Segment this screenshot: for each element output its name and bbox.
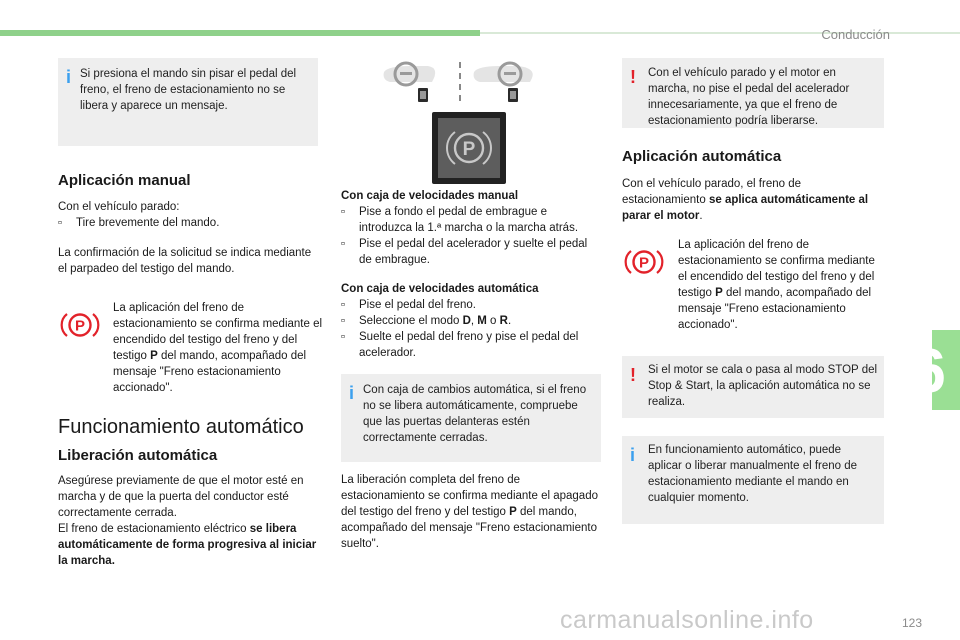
info-box-doors [341, 374, 601, 462]
text-part: o [486, 315, 500, 327]
mode-d: D [462, 315, 471, 327]
step-text: Tire brevemente del mando. [76, 217, 220, 229]
bullet-icon: ▫ [341, 238, 346, 250]
text-part: . [699, 210, 703, 222]
header-accent-bar [0, 30, 480, 36]
letter-p: P [150, 350, 158, 362]
text-part: se libera automáticamente de forma progresiva al iniciar la marcha. [58, 523, 317, 567]
parking-brake-warning-icon [624, 247, 664, 277]
bullet-icon: ▫ [341, 315, 346, 327]
chapter-number: 6 [911, 337, 946, 406]
parking-brake-warning-icon [60, 310, 100, 340]
warning-box-accelerator [622, 58, 884, 128]
parking-brake-button [432, 112, 506, 184]
bullet-icon: ▫ [341, 299, 346, 311]
warning-icon: ! [630, 365, 636, 385]
manual-intro: Con el vehículo parado: [58, 201, 180, 213]
manual-gearbox-steps [339, 204, 601, 268]
text-part: se aplica automáticamente al parar el motor [622, 194, 869, 222]
svg-text:P: P [638, 254, 650, 272]
text-part: Seleccione el modo [359, 315, 463, 327]
pedal-press-illustration [380, 58, 540, 106]
bullet-icon: ▫ [341, 331, 346, 343]
full-release-text [341, 472, 603, 552]
list-item [339, 313, 601, 329]
text-part: La liberación completa del freno de estacionamiento se confirma mediante el apagado del testigo del freno y del testigo [341, 474, 598, 518]
mode-r: R [499, 315, 508, 327]
bullet-icon: ▫ [58, 217, 63, 229]
mode-m: M [477, 315, 487, 327]
watermark: carmanualsonline.info [560, 606, 814, 634]
auto-apply-title: Aplicación automática [622, 148, 782, 165]
letter-p: P [715, 287, 723, 299]
page-number: 123 [901, 616, 922, 630]
bullet-icon: ▫ [341, 206, 346, 218]
letter-p: P [509, 506, 517, 518]
info-box-text: En funcionamiento automático, puede aplicar o liberar manualmente el freno de estacionamiento mediante el mando en cualquier momento. [648, 444, 858, 504]
auto-operation-title: Funcionamiento automático [58, 416, 304, 438]
auto-gearbox-title: Con caja de velocidades automática [341, 283, 539, 295]
text-part: del mando, acompañado del mensaje "Freno estacionamiento accionado". [678, 287, 872, 331]
text-part: del mando, acompañado del mensaje "Freno estacionamiento accionado". [113, 350, 307, 394]
warning-box-text: Si el motor se cala o pasa al modo STOP del Stop & Start, la aplicación automática no se realiza. [648, 364, 878, 408]
text-part: El freno de estacionamiento eléctrico [58, 523, 250, 535]
section-title: Conducción [821, 27, 890, 42]
release-text-2 [58, 521, 320, 569]
info-icon: i [349, 383, 355, 403]
warning-box-text: Con el vehículo parado y el motor en marcha, no pise el pedal del acelerador innecesariamente, ya que el freno de estacionamiento podría liberarse. [648, 67, 850, 127]
release-text-1: Asegúrese previamente de que el motor esté en marcha y de que la puerta del conductor esté correctamente cerrada. [58, 475, 304, 519]
parking-p-icon [446, 126, 492, 170]
step-text: Pise el pedal del freno. [359, 299, 476, 311]
warning-icon: ! [630, 67, 636, 87]
step-text: Pise el pedal del acelerador y suelte el pedal de embrague. [359, 238, 588, 266]
apply-confirm-text [113, 300, 323, 396]
confirm-text: La confirmación de la solicitud se indica mediante el parpadeo del testigo del mando. [58, 247, 312, 275]
info-icon: i [66, 67, 72, 87]
text-part: del mando, acompañado del mensaje "Freno estacionamiento suelto". [341, 506, 597, 550]
text-part: . [507, 315, 512, 327]
list-item [339, 236, 601, 268]
info-icon: i [630, 445, 636, 465]
list-item [56, 215, 318, 231]
step-text: Pise a fondo el pedal de embrague e introduzca la 1.ª marcha o la marcha atrás. [359, 206, 579, 234]
manual-apply-title: Aplicación manual [58, 172, 191, 189]
list-item [339, 297, 601, 313]
auto-release-title: Liberación automática [58, 447, 218, 464]
text-part: La aplicación del freno de estacionamiento se confirma mediante el encendido del testigo del freno y del testigo [113, 302, 323, 362]
text-part: , [470, 315, 478, 327]
manual-steps [56, 215, 318, 231]
warning-box-stall [622, 356, 884, 418]
info-box-text: Si presiona el mando sin pisar el pedal del freno, el freno de estacionamiento no se libera y aparece un mensaje. [80, 68, 297, 112]
step-text: Suelte el pedal del freno y pise el pedal del acelerador. [359, 331, 579, 359]
list-item [339, 329, 601, 361]
info-box-text: Con caja de cambios automática, si el freno no se libera automáticamente, compruebe que las puertas delanteras estén correctamente cerradas. [363, 384, 587, 444]
list-item [339, 204, 601, 236]
text-part: La aplicación del freno de estacionamiento se confirma mediante el encendido del testigo del freno y del testigo [678, 239, 875, 299]
auto-gearbox-steps [339, 297, 601, 361]
info-box-manual-override [622, 436, 884, 524]
manual-gearbox-title: Con caja de velocidades manual [341, 190, 519, 202]
auto-apply-confirm-text [678, 237, 884, 333]
text-part: Con el vehículo parado, el freno de estacionamiento [622, 178, 802, 206]
button-letter: P [462, 139, 476, 160]
auto-apply-text [622, 176, 884, 224]
info-box-pedal [58, 58, 318, 146]
svg-text:P: P [74, 317, 86, 335]
